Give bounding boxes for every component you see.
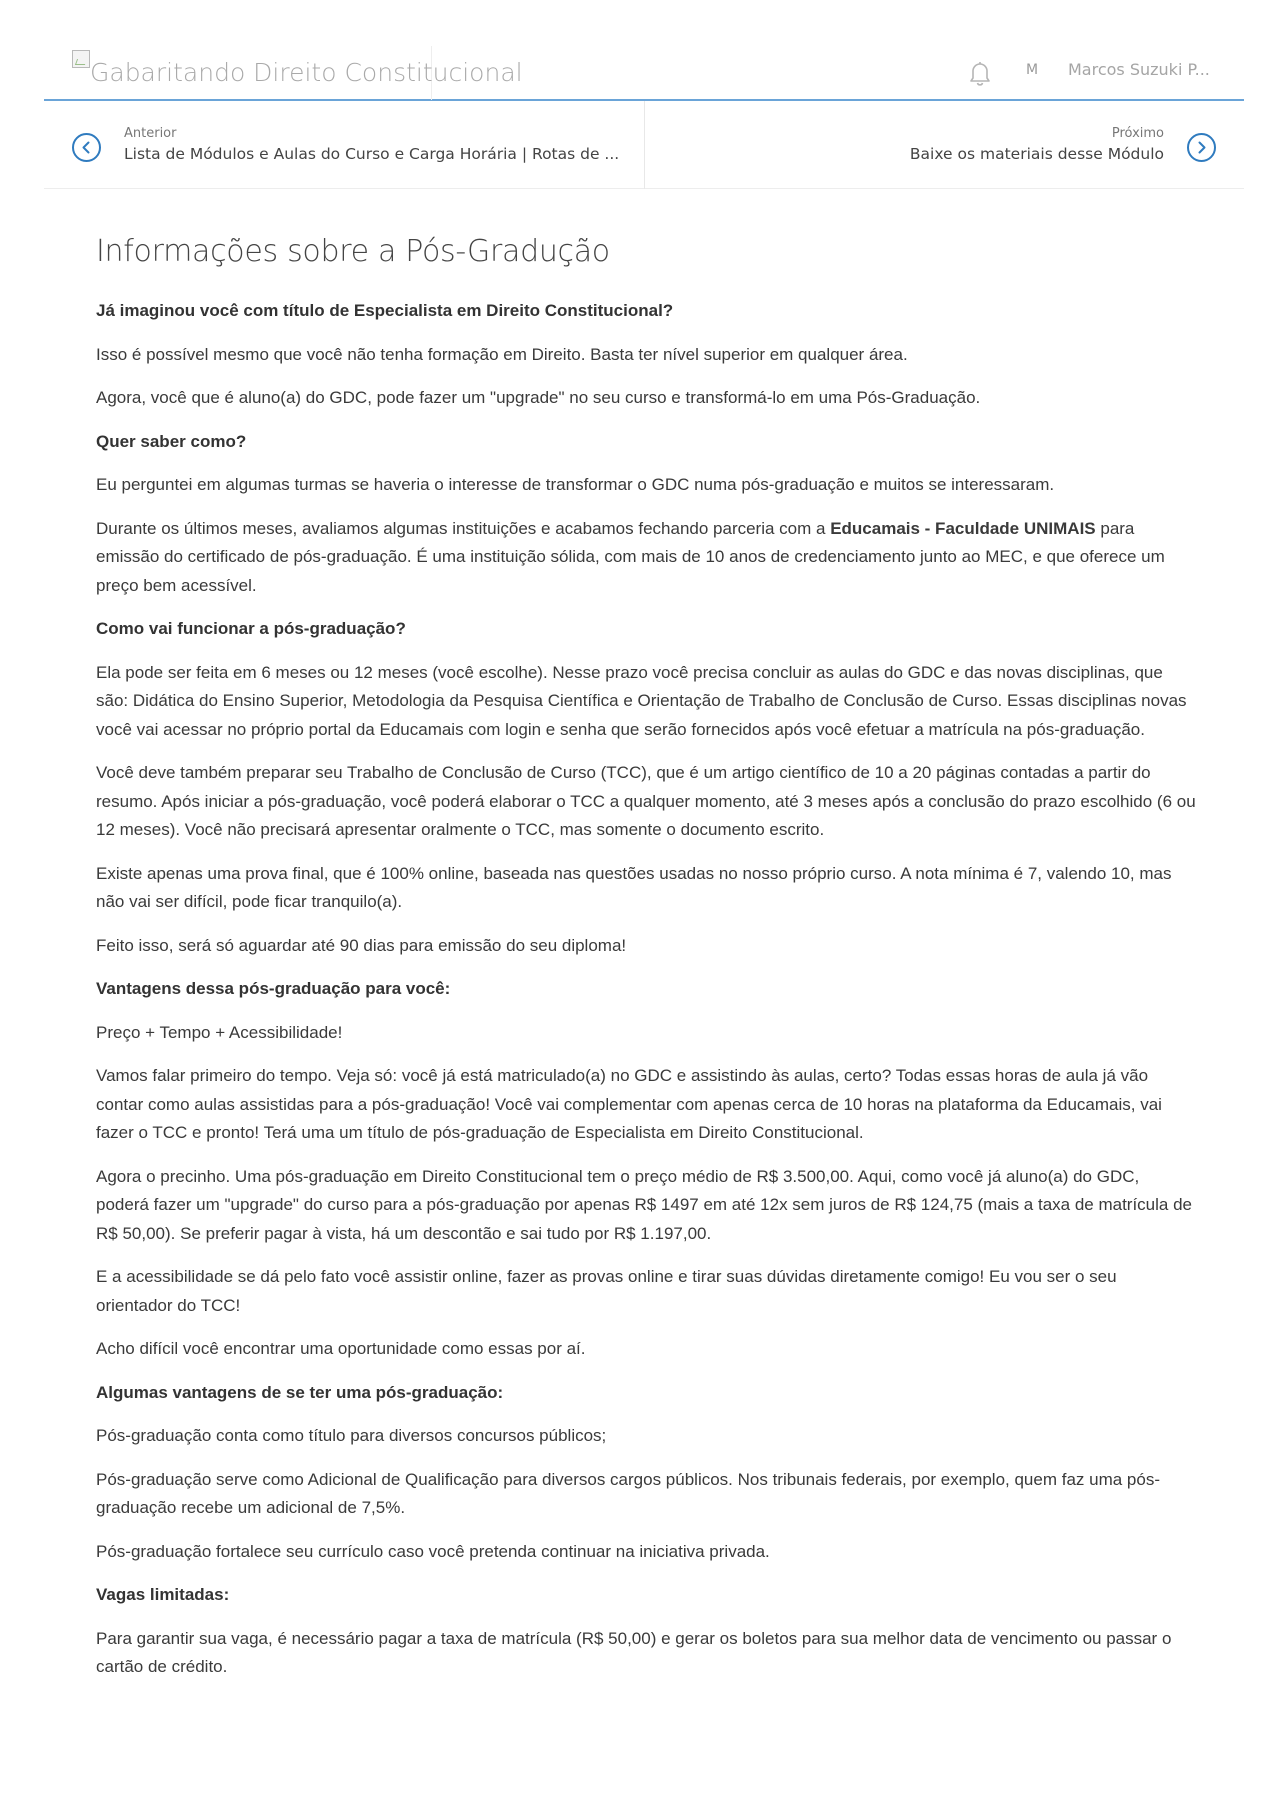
next-lesson-title: Baixe os materiais desse Módulo (909, 145, 1164, 163)
logo-link[interactable] (72, 46, 523, 100)
chevron-right-icon[interactable] (1187, 133, 1216, 162)
page-title: Informações sobre a Pós-Gradução (96, 234, 610, 269)
paragraph: Para garantir sua vaga, é necessário pagar a taxa de matrícula (R$ 50,00) e gerar os boletos para sua melhor data de vencimento ou passar o cartão de crédito. (96, 1628, 1172, 1676)
paragraph-heading: Já imaginou você com título de Especialista em Direito Constitucional? (96, 301, 674, 320)
paragraph: Feito isso, será só aguardar até 90 dias para emissão do seu diploma! (96, 935, 627, 955)
paragraph (96, 515, 1196, 601)
lesson-navigation (44, 101, 1244, 189)
avatar[interactable]: M (1026, 62, 1039, 78)
paragraph-heading: Quer saber como? (96, 431, 247, 451)
previous-label: Anterior (124, 126, 177, 141)
paragraph: E a acessibilidade se dá pelo fato você assistir online, fazer as provas online e tirar suas dúvidas diretamente comigo! Eu vou ser o seu orientador do TCC! (96, 1267, 1117, 1315)
paragraph-heading: Vagas limitadas: (96, 1585, 230, 1604)
page-frame (44, 0, 1244, 189)
paragraph: Vamos falar primeiro do tempo. Veja só: você já está matriculado(a) no GDC e assistindo às aulas, certo? Todas essas horas de aula já vão contar como aulas assistidas para a pós-graduação! Você vai complementar com apenas cerca de 10 horas na plataforma da Educamais, vai fazer o TCC e pronto! Terá uma um título de pós-graduação de Especialista em Direito Constitucional. (96, 1066, 1162, 1142)
partner-name: Educamais - Faculdade UNIMAIS (830, 518, 1096, 538)
paragraph: Eu perguntei em algumas turmas se haveria o interesse de transformar o GDC numa pós-graduação e muitos se interessaram. (96, 475, 1055, 494)
paragraph: Pós-graduação serve como Adicional de Qualificação para diversos cargos públicos. Nos tribunais federais, por exemplo, quem faz uma pós-graduação recebe um adicional de 7,5%. (96, 1469, 1160, 1517)
top-bar (44, 0, 1244, 101)
paragraph-text: Durante os últimos meses, avaliamos algumas instituições e acabamos fechando parceria com a (96, 518, 831, 538)
previous-lesson-link[interactable] (44, 101, 644, 189)
paragraph-heading: Como vai funcionar a pós-graduação? (96, 619, 406, 638)
paragraph: Isso é possível mesmo que você não tenha formação em Direito. Basta ter nível superior em qualquer área. (96, 344, 908, 364)
chevron-left-icon[interactable] (72, 133, 101, 162)
article-body (96, 234, 1196, 1697)
paragraph: Preço + Tempo + Acessibilidade! (96, 1022, 343, 1042)
paragraph-heading: Vantagens dessa pós-graduação para você: (96, 979, 451, 998)
next-lesson-link[interactable] (645, 101, 1244, 189)
paragraph-text: para emissão do certificado de pós-graduação. É uma instituição sólida, com mais de 10 anos de credenciamento junto ao MEC, e que oferece um preço bem acessível. (96, 518, 1165, 595)
broken-image-icon (72, 50, 90, 68)
paragraph: Agora o precinho. Uma pós-graduação em Direito Constitucional tem o preço médio de R$ 3.500,00. Aqui, como você já aluno(a) do GDC, poderá fazer um "upgrade" do curso para a pós-graduação por apenas R$ 1497 em até 12x sem juros de R$ 124,75 (mais a taxa de matrícula de R$ 50,00). Se preferir pagar à vista, há um descontão e sai tudo por R$ 1.197,00. (96, 1166, 1192, 1243)
paragraph: Pós-graduação fortalece seu currículo caso você pretenda continuar na iniciativa privada. (96, 1541, 770, 1561)
logo-alt-text: Gabaritando Direito Constitucional (90, 58, 523, 87)
paragraph: Existe apenas uma prova final, que é 100% online, baseada nas questões usadas no nosso próprio curso. A nota mínima é 7, valendo 10, mas não vai ser difícil, pode ficar tranquilo(a). (96, 863, 1172, 911)
user-menu[interactable]: Marcos Suzuki P... (1068, 60, 1210, 79)
paragraph: Pós-graduação conta como título para diversos concursos públicos; (96, 1426, 607, 1445)
paragraph: Você deve também preparar seu Trabalho de Conclusão de Curso (TCC), que é um artigo científico de 10 a 20 páginas contadas a partir do resumo. Após iniciar a pós-graduação, você poderá elaborar o TCC a qualquer momento, até 3 meses após a conclusão do prazo escolhido (6 ou 12 meses). Você não precisará apresentar oralmente o TCC, mas somente o documento escrito. (96, 763, 1196, 839)
paragraph: Ela pode ser feita em 6 meses ou 12 meses (você escolhe). Nesse prazo você precisa concluir as aulas do GDC e das novas disciplinas, que são: Didática do Ensino Superior, Metodologia da Pesquisa Científica e Orientação de Trabalho de Conclusão de Curso. Essas disciplinas novas você vai acessar no próprio portal da Educamais com login e senha que serão fornecidos após você efetuar a matrícula na pós-graduação. (96, 662, 1187, 739)
paragraph: Agora, você que é aluno(a) do GDC, pode fazer um "upgrade" no seu curso e transformá-lo em uma Pós-Graduação. (96, 388, 981, 407)
paragraph-heading: Algumas vantagens de se ter uma pós-graduação: (96, 1382, 504, 1402)
previous-lesson-title: Lista de Módulos e Aulas do Curso e Carga Horária | Rotas de ... (124, 145, 620, 163)
paragraph: Acho difícil você encontrar uma oportunidade como essas por aí. (96, 1339, 586, 1358)
bell-icon[interactable] (968, 60, 992, 86)
next-label: Próximo (1111, 126, 1164, 141)
